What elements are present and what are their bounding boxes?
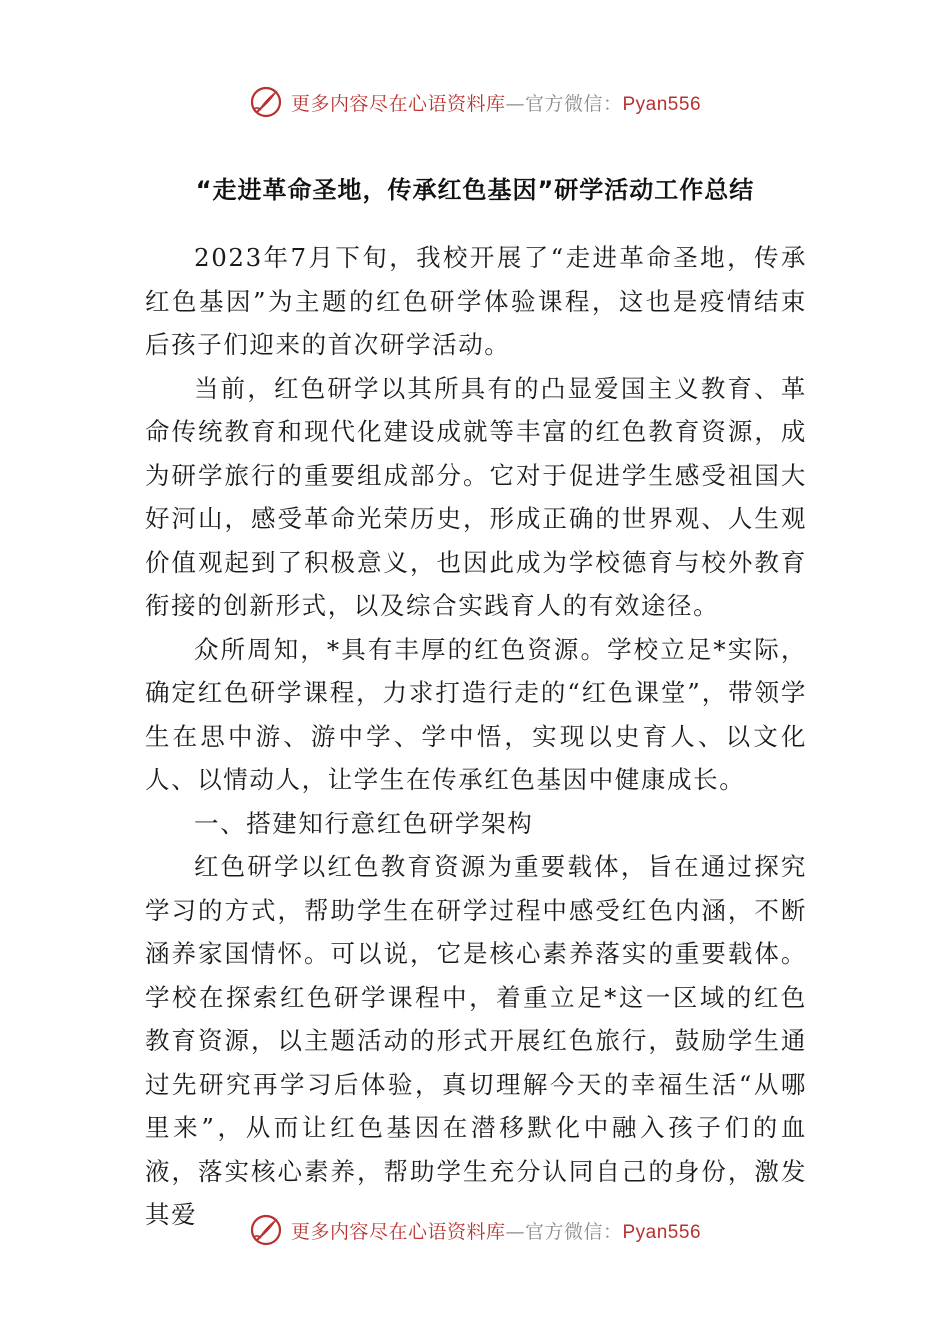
paragraph-local-resources: 众所周知，*具有丰厚的红色资源。学校立足*实际，确定红色研学课程，力求打造行走的“红色课堂”，带领学生在思中游、游中学、学中悟，实现以史育人、以文化人、以情动人，让学生在传承红色基因中健康成长。 [145,634,807,794]
banner-wechat-label: —官方微信： [505,92,623,115]
quill-logo-icon [249,85,283,119]
paragraph-background: 当前，红色研学以其所具有的凸显爱国主义教育、革命传统教育和现代化建设成就等丰富的红色教育资源，成为研学旅行的重要组成部分。它对于促进学生感受祖国大好河山，感受革命光荣历史，形成正确的世界观、人生观价值观起到了积极意义，也因此成为学校德育与校外教育衔接的创新形式，以及综合实践育人的有效途径。 [145,373,807,620]
document-body [145,236,807,1237]
banner-text [291,1217,701,1244]
section-heading-1: 一、搭建知行意红色研学架构 [194,808,534,838]
document-title: “走进革命圣地，传承红色基因”研学活动工作总结 [195,176,755,204]
quill-logo-icon [249,1213,283,1247]
header-banner [0,80,950,124]
paragraph-section-1: 红色研学以红色教育资源为重要载体，旨在通过探究学习的方式，帮助学生在研学过程中感受红色内涵，不断涵养家国情怀。可以说，它是核心素养落实的重要载体。学校在探索红色研学课程中，着重立足*这一区域的红色教育资源，以主题活动的形式开展红色旅行，鼓励学生通过先研究再学习后体验，真切理解今天的幸福生活“从哪里来”，从而让红色基因在潜移默化中融入孩子们的血液，落实核心素养，帮助学生充分认同自己的身份，激发其爱 [145,852,807,1229]
banner-wechat-id: Pyan556 [622,1221,702,1243]
footer-banner [0,1208,950,1252]
paragraph-intro: 2023年7月下旬，我校开展了“走进革命圣地，传承红色基因”为主题的红色研学体验课程，这也是疫情结束后孩子们迎来的首次研学活动。 [145,243,807,359]
banner-text [291,89,701,116]
banner-wechat-id: Pyan556 [622,93,702,115]
banner-wechat-label: —官方微信： [505,1220,623,1243]
banner-site-name: 更多内容尽在心语资料库 [290,92,506,115]
banner-site-name: 更多内容尽在心语资料库 [290,1220,506,1243]
